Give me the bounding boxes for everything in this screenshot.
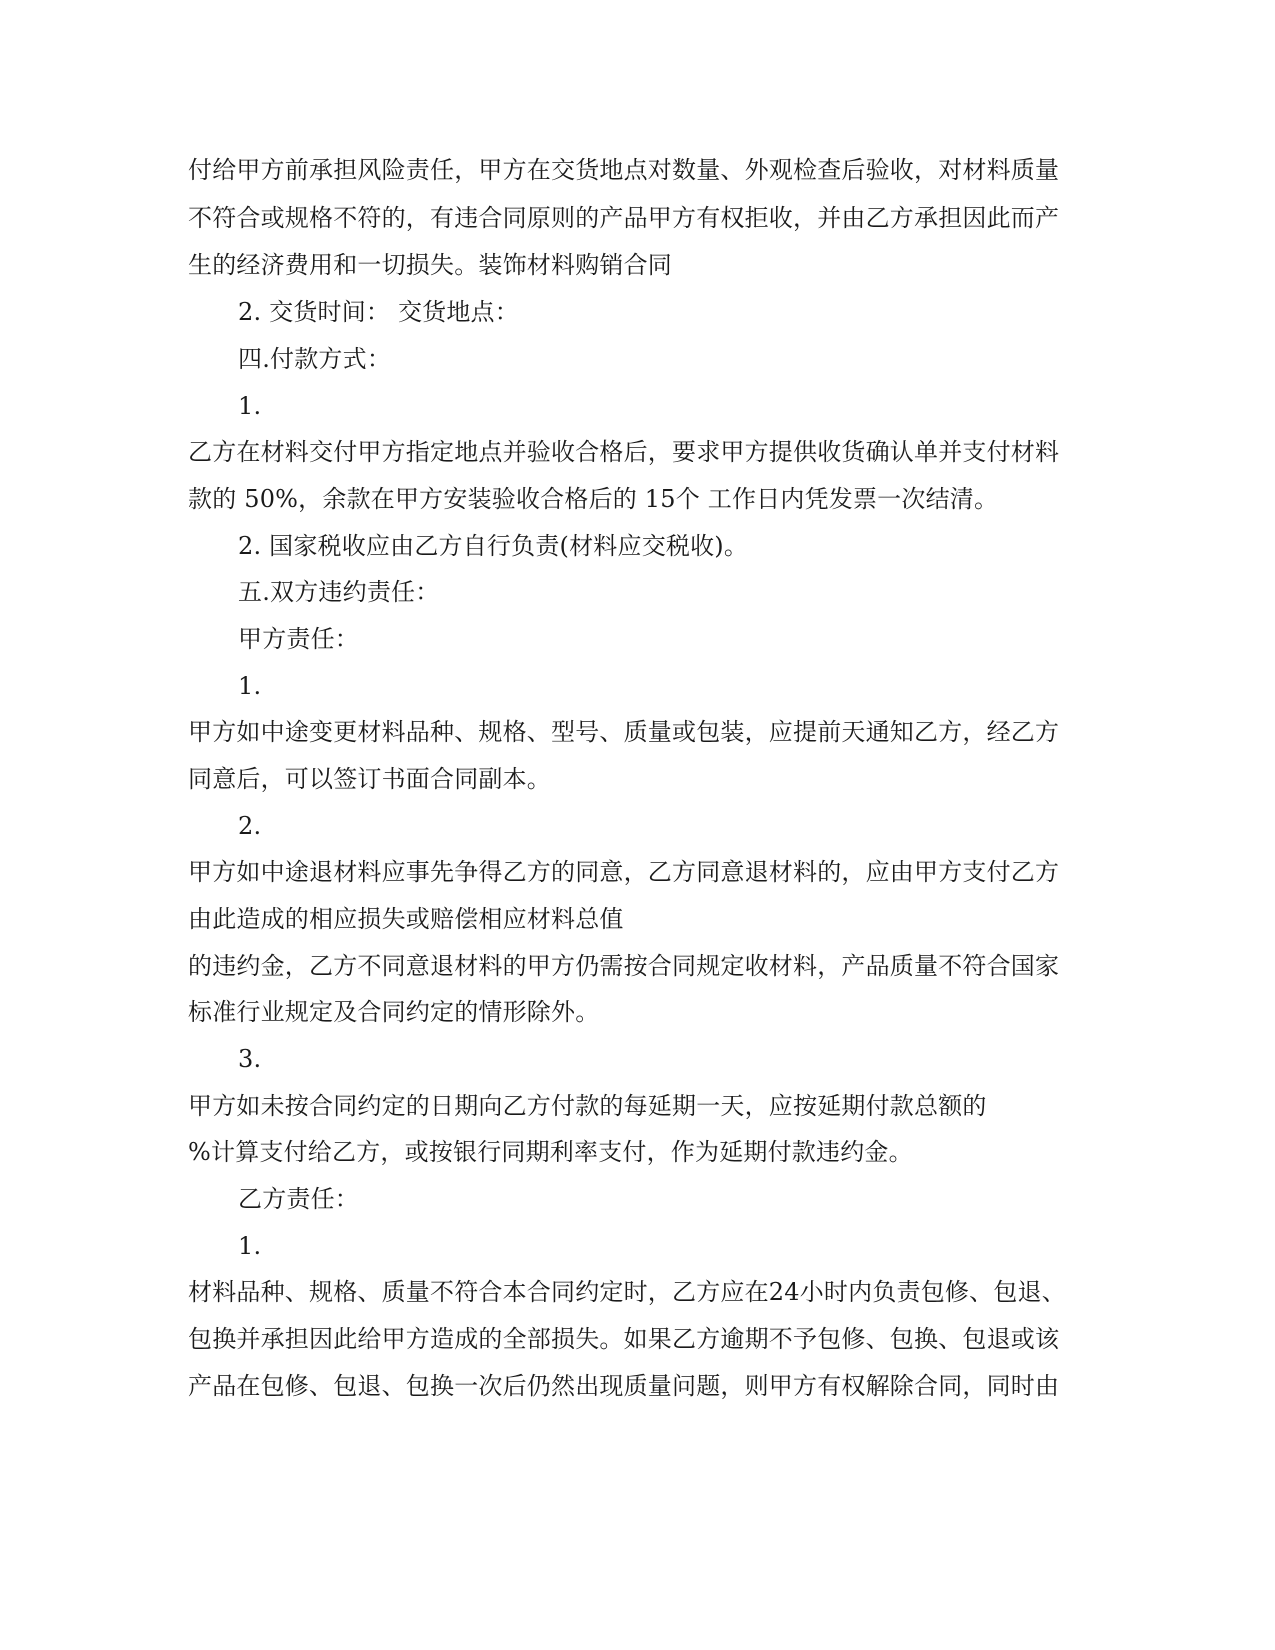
clause-item: 2. 国家税收应由乙方自行负责(材料应交税收)。	[238, 532, 749, 560]
body-text-line: 生的经济费用和一切损失。装饰材料购销合同	[188, 251, 672, 279]
body-text-line: 甲方如中途退材料应事先争得乙方的同意，乙方同意退材料的，应由甲方支付乙方	[188, 858, 1060, 886]
body-text-line: 包换并承担因此给甲方造成的全部损失。如果乙方逾期不予包修、包换、包退或该	[188, 1325, 1060, 1353]
body-text-line: 的违约金，乙方不同意退材料的甲方仍需按合同规定收材料，产品质量不符合国家	[188, 952, 1060, 980]
body-text-line: 不符合或规格不符的，有违合同原则的产品甲方有权拒收，并由乙方承担因此而产	[188, 204, 1060, 232]
clause-number: 3.	[238, 1045, 262, 1073]
body-text-line: 同意后，可以签订书面合同副本。	[188, 765, 551, 793]
section-heading: 四.付款方式：	[238, 345, 392, 373]
clause-item: 2. 交货时间： 交货地点：	[238, 298, 519, 326]
body-text-line: 产品在包修、包退、包换一次后仍然出现质量问题，则甲方有权解除合同，同时由	[188, 1372, 1060, 1400]
subsection-heading: 乙方责任：	[238, 1185, 359, 1213]
clause-number: 1.	[238, 392, 262, 420]
body-text-line: %计算支付给乙方，或按银行同期利率支付，作为延期付款违约金。	[188, 1138, 913, 1166]
body-text-line: 标准行业规定及合同约定的情形除外。	[188, 998, 600, 1026]
body-text-line: 款的 50%，余款在甲方安装验收合格后的 15个 工作日内凭发票一次结清。	[188, 485, 999, 513]
subsection-heading: 甲方责任：	[238, 625, 359, 653]
body-text-line: 甲方如未按合同约定的日期向乙方付款的每延期一天，应按延期付款总额的	[188, 1092, 987, 1120]
body-text-line: 乙方在材料交付甲方指定地点并验收合格后，要求甲方提供收货确认单并支付材料	[188, 438, 1060, 466]
body-text-line: 材料品种、规格、质量不符合本合同约定时，乙方应在24小时内负责包修、包退、	[188, 1278, 1066, 1306]
body-text-line: 付给甲方前承担风险责任，甲方在交货地点对数量、外观检查后验收，对材料质量	[188, 156, 1060, 184]
section-heading: 五.双方违约责任：	[238, 578, 440, 606]
clause-number: 2.	[238, 812, 262, 840]
clause-number: 1.	[238, 672, 262, 700]
body-text-line: 由此造成的相应损失或赔偿相应材料总值	[188, 905, 624, 933]
clause-number: 1.	[238, 1232, 262, 1260]
body-text-line: 甲方如中途变更材料品种、规格、型号、质量或包装，应提前天通知乙方，经乙方	[188, 718, 1060, 746]
